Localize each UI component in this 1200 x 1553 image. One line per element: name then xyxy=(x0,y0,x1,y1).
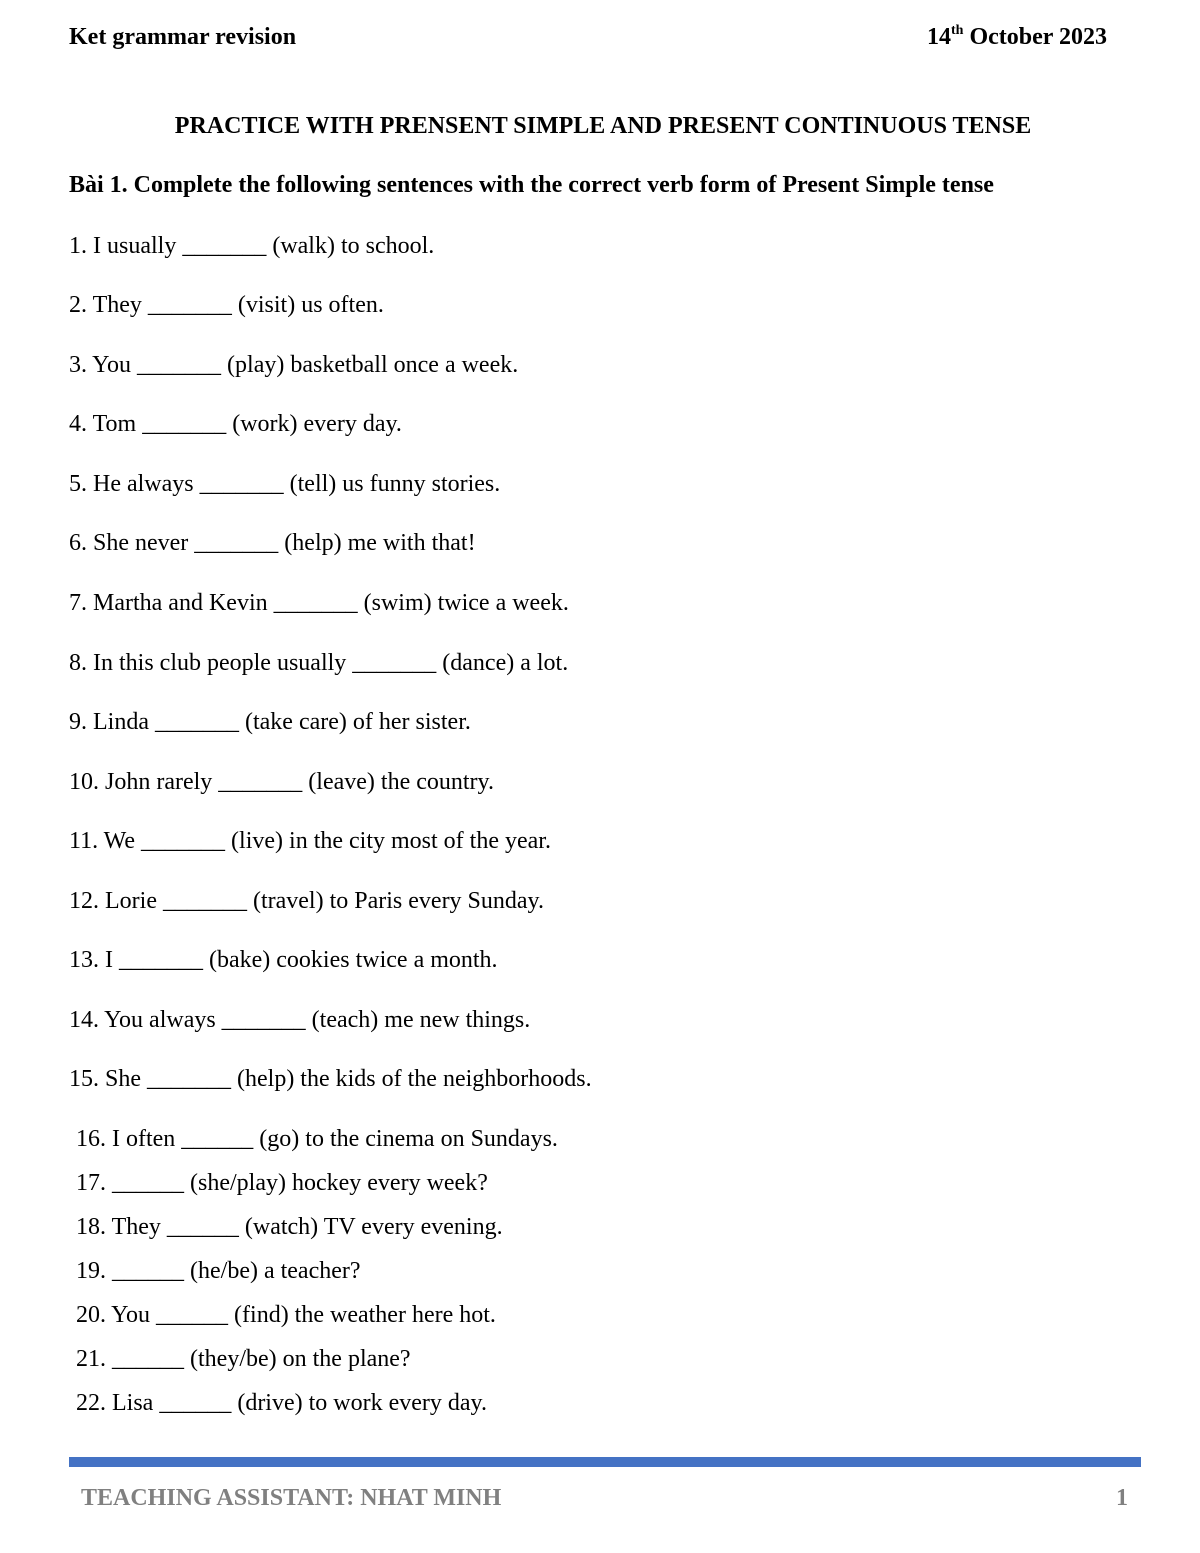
exercise-item: 13. I _______ (bake) cookies twice a month. xyxy=(69,947,498,973)
exercise-item: 16. I often ______ (go) to the cinema on Sundays. xyxy=(76,1126,558,1152)
exercise-item: 21. ______ (they/be) on the plane? xyxy=(76,1346,411,1372)
header-date xyxy=(927,24,1107,51)
page-title: PRACTICE WITH PRENSENT SIMPLE AND PRESENT CONTINUOUS TENSE xyxy=(174,113,1032,139)
exercise-item: 19. ______ (he/be) a teacher? xyxy=(76,1258,361,1284)
exercise-item: 17. ______ (she/play) hockey every week? xyxy=(76,1170,488,1196)
exercise-item: 10. John rarely _______ (leave) the country. xyxy=(69,769,494,795)
exercise-instruction: Bài 1. Complete the following sentences with the correct verb form of Present Simple tense xyxy=(69,172,994,198)
exercise-item: 22. Lisa ______ (drive) to work every day. xyxy=(76,1390,487,1416)
exercise-item: 14. You always _______ (teach) me new things. xyxy=(69,1007,531,1033)
footer-author: TEACHING ASSISTANT: NHAT MINH xyxy=(81,1485,502,1511)
exercise-item: 4. Tom _______ (work) every day. xyxy=(69,411,402,437)
exercise-item: 1. I usually _______ (walk) to school. xyxy=(69,233,435,259)
exercise-item: 3. You _______ (play) basketball once a week. xyxy=(69,352,519,378)
exercise-item: 8. In this club people usually _______ (dance) a lot. xyxy=(69,650,569,676)
exercise-item: 2. They _______ (visit) us often. xyxy=(69,292,384,318)
exercise-item: 18. They ______ (watch) TV every evening. xyxy=(76,1214,503,1240)
header-left-title: Ket grammar revision xyxy=(69,24,297,50)
exercise-item: 11. We _______ (live) in the city most of the year. xyxy=(69,828,551,854)
exercise-item: 20. You ______ (find) the weather here hot. xyxy=(76,1302,496,1328)
page-number: 1 xyxy=(1116,1485,1128,1511)
date-suffix: th xyxy=(951,23,964,38)
footer-divider xyxy=(69,1457,1141,1467)
exercise-item: 5. He always _______ (tell) us funny stories. xyxy=(69,471,501,497)
exercise-item: 12. Lorie _______ (travel) to Paris every Sunday. xyxy=(69,888,544,914)
exercise-item: 9. Linda _______ (take care) of her sister. xyxy=(69,709,471,735)
date-day: 14 xyxy=(927,24,952,50)
date-rest: October 2023 xyxy=(963,24,1107,50)
exercise-item: 6. She never _______ (help) me with that! xyxy=(69,530,476,556)
exercise-item: 7. Martha and Kevin _______ (swim) twice a week. xyxy=(69,590,569,616)
exercise-item: 15. She _______ (help) the kids of the neighborhoods. xyxy=(69,1066,592,1092)
